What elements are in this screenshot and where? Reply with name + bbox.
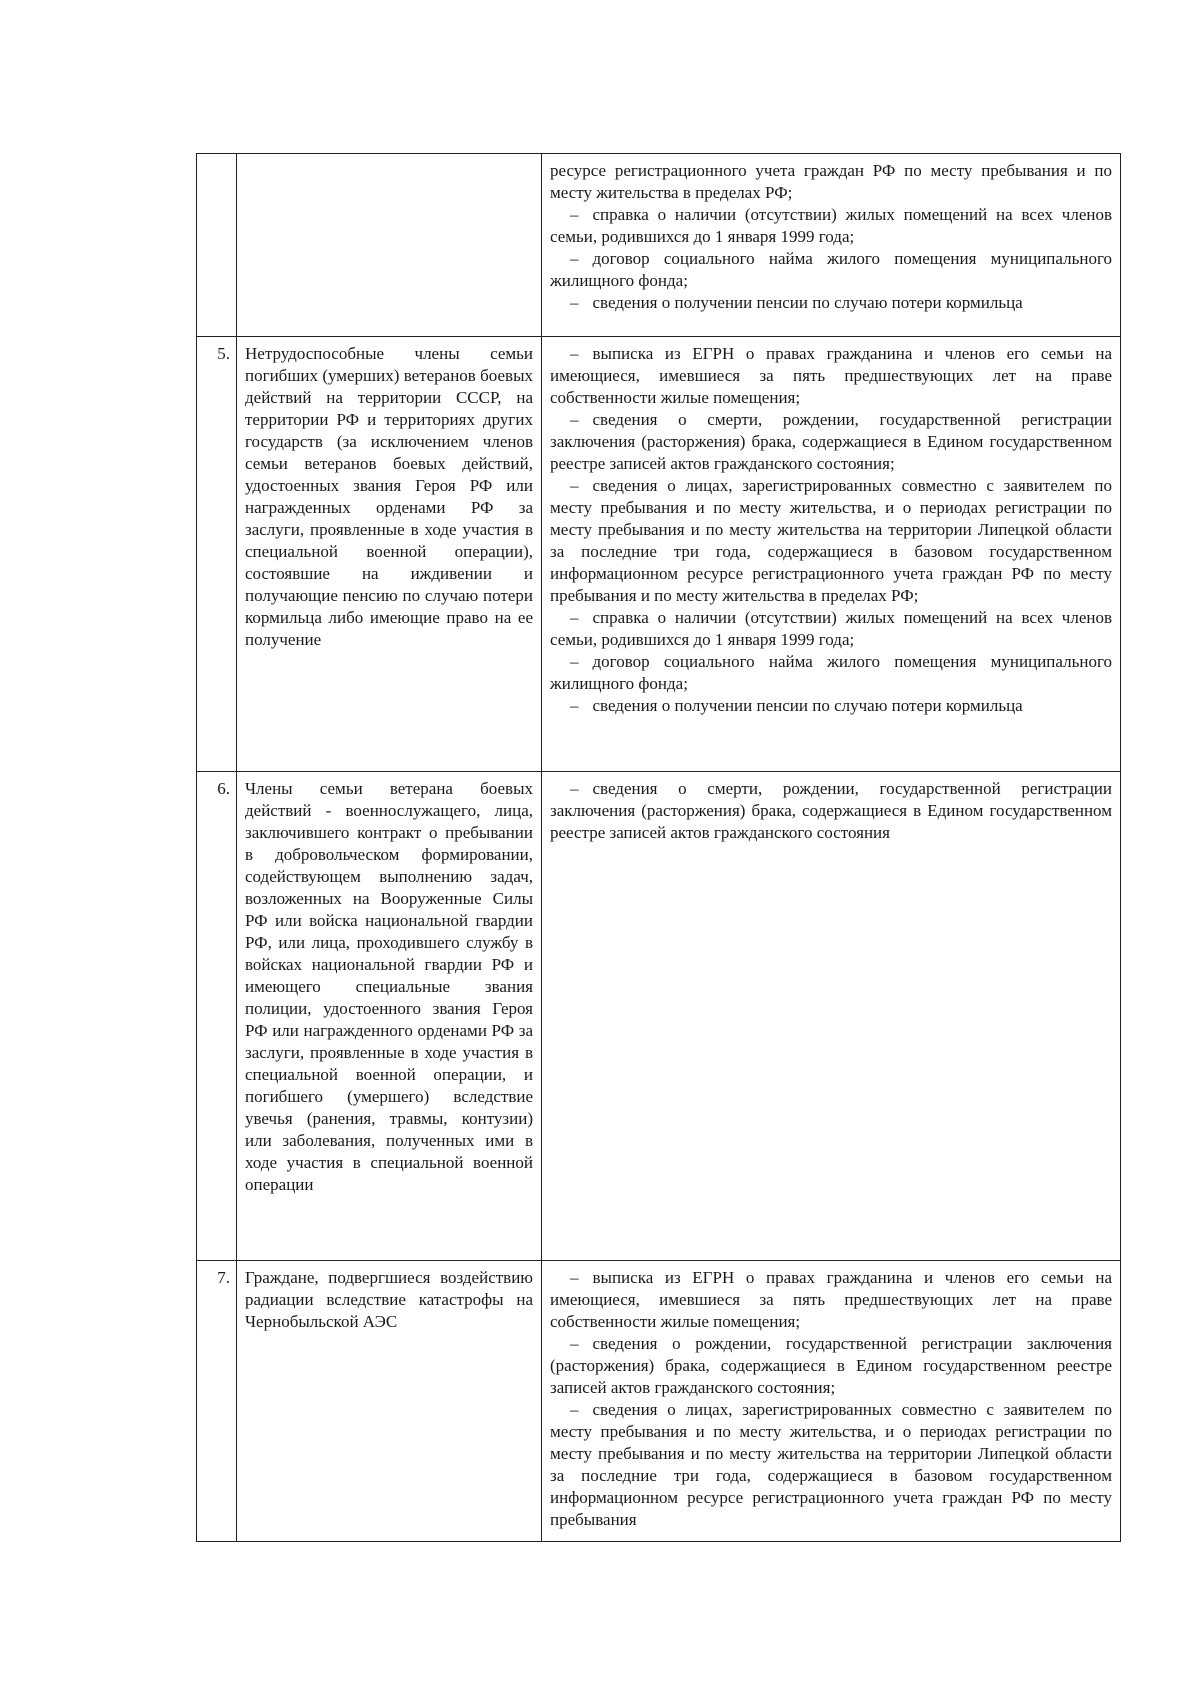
document-item: ресурсе регистрационного учета граждан РФ по месту пребывания и по месту жительства в пределах РФ; — [550, 161, 1112, 202]
document-item — [550, 695, 1112, 717]
row-category: Нетрудоспособные члены семьи погибших (умерших) ветеранов боевых действий на территории СССР, на территории РФ и территориях других государств (за исключением членов семьи ветеранов боевых действий, удостоенных звания Героя РФ или награжденных орденами РФ за заслуги, проявленные в ходе участия в специальной военной операции), состоявшие на иждивении и получающие пенсию по случаю потери кормильца либо имеющие право на ее получение — [237, 337, 542, 772]
dash-marker: – — [570, 1334, 579, 1353]
document-item — [550, 778, 1112, 844]
document-text: справка о наличии (отсутствии) жилых помещений на всех членов семьи, родившихся до 1 января 1999 года; — [550, 205, 1112, 246]
document-text: выписка из ЕГРН о правах гражданина и членов его семьи на имеющиеся, имевшиеся за пять предшествующих лет на праве собственности жилые помещения; — [550, 1268, 1112, 1331]
row-documents — [542, 337, 1121, 772]
dash-marker: – — [570, 608, 579, 627]
document-item — [550, 1333, 1112, 1399]
document-text: выписка из ЕГРН о правах гражданина и членов его семьи на имеющиеся, имевшиеся за пять предшествующих лет на праве собственности жилые помещения; — [550, 344, 1112, 407]
row-documents — [542, 1261, 1121, 1542]
table-row — [197, 772, 1121, 1261]
document-text: договор социального найма жилого помещения муниципального жилищного фонда; — [550, 249, 1112, 290]
document-text: сведения о лицах, зарегистрированных совместно с заявителем по месту пребывания и по месту жительства, и о периодах регистрации по месту пребывания и по месту жительства на территории Липецкой области за последние три года, содержащиеся в базовом государственном информационном ресурсе регистрационного учета граждан РФ по месту пребывания и по месту жительства в пределах РФ; — [550, 476, 1112, 605]
dash-marker: – — [570, 1400, 579, 1419]
document-item — [550, 248, 1112, 292]
document-text: сведения о смерти, рождении, государственной регистрации заключения (расторжения) брака, содержащиеся в Едином государственном реестре записей актов гражданского состояния; — [550, 410, 1112, 473]
dash-marker: – — [570, 344, 579, 363]
table-row — [197, 154, 1121, 337]
document-text: справка о наличии (отсутствии) жилых помещений на всех членов семьи, родившихся до 1 января 1999 года; — [550, 608, 1112, 649]
document-item — [550, 607, 1112, 651]
row-category — [237, 154, 542, 337]
document-item — [550, 475, 1112, 607]
dash-marker: – — [570, 1268, 579, 1287]
document-item — [550, 1267, 1112, 1333]
table-row — [197, 1261, 1121, 1542]
dash-marker: – — [570, 779, 579, 798]
table-row — [197, 337, 1121, 772]
dash-marker: – — [570, 410, 579, 429]
document-text: сведения о получении пенсии по случаю потери кормильца — [592, 696, 1023, 715]
documents-table — [196, 153, 1121, 1542]
row-documents — [542, 154, 1121, 337]
document-text: сведения о получении пенсии по случаю потери кормильца — [592, 293, 1023, 312]
document-item — [550, 343, 1112, 409]
dash-marker: – — [570, 696, 579, 715]
document-item — [550, 409, 1112, 475]
dash-marker: – — [570, 205, 579, 224]
document-item — [550, 1399, 1112, 1531]
row-category: Члены семьи ветерана боевых действий - военнослужащего, лица, заключившего контракт о пребывании в добровольческом формировании, содействующем выполнению задач, возложенных на Вооруженные Силы РФ или войска национальной гвардии РФ, или лица, проходившего службу в войсках национальной гвардии РФ и имеющего специальные звания полиции, удостоенного звания Героя РФ или награжденного орденами РФ за заслуги, проявленные в ходе участия в специальной военной операции, и погибшего (умершего) вследствие увечья (ранения, травмы, контузии) или заболевания, полученных ими в ходе участия в специальной военной операции — [237, 772, 542, 1261]
dash-marker: – — [570, 293, 579, 312]
document-item — [550, 204, 1112, 248]
row-number — [197, 154, 237, 337]
document-text: сведения о лицах, зарегистрированных совместно с заявителем по месту пребывания и по месту жительства, и о периодах регистрации по месту пребывания и по месту жительства на территории Липецкой области за последние три года, содержащиеся в базовом государственном информационном ресурсе регистрационного учета граждан РФ по месту пребывания — [550, 1400, 1112, 1529]
row-number: 5. — [197, 337, 237, 772]
dash-marker: – — [570, 652, 579, 671]
document-text: сведения о смерти, рождении, государственной регистрации заключения (расторжения) брака, содержащиеся в Едином государственном реестре записей актов гражданского состояния — [550, 779, 1112, 842]
row-number: 6. — [197, 772, 237, 1261]
dash-marker: – — [570, 249, 579, 268]
document-text: сведения о рождении, государственной регистрации заключения (расторжения) брака, содержащиеся в Едином государственном реестре записей актов гражданского состояния; — [550, 1334, 1112, 1397]
dash-marker: – — [570, 476, 579, 495]
document-item — [550, 651, 1112, 695]
document-text: договор социального найма жилого помещения муниципального жилищного фонда; — [550, 652, 1112, 693]
document-item — [550, 292, 1112, 314]
row-number: 7. — [197, 1261, 237, 1542]
row-documents — [542, 772, 1121, 1261]
row-category: Граждане, подвергшиеся воздействию радиации вследствие катастрофы на Чернобыльской АЭС — [237, 1261, 542, 1542]
